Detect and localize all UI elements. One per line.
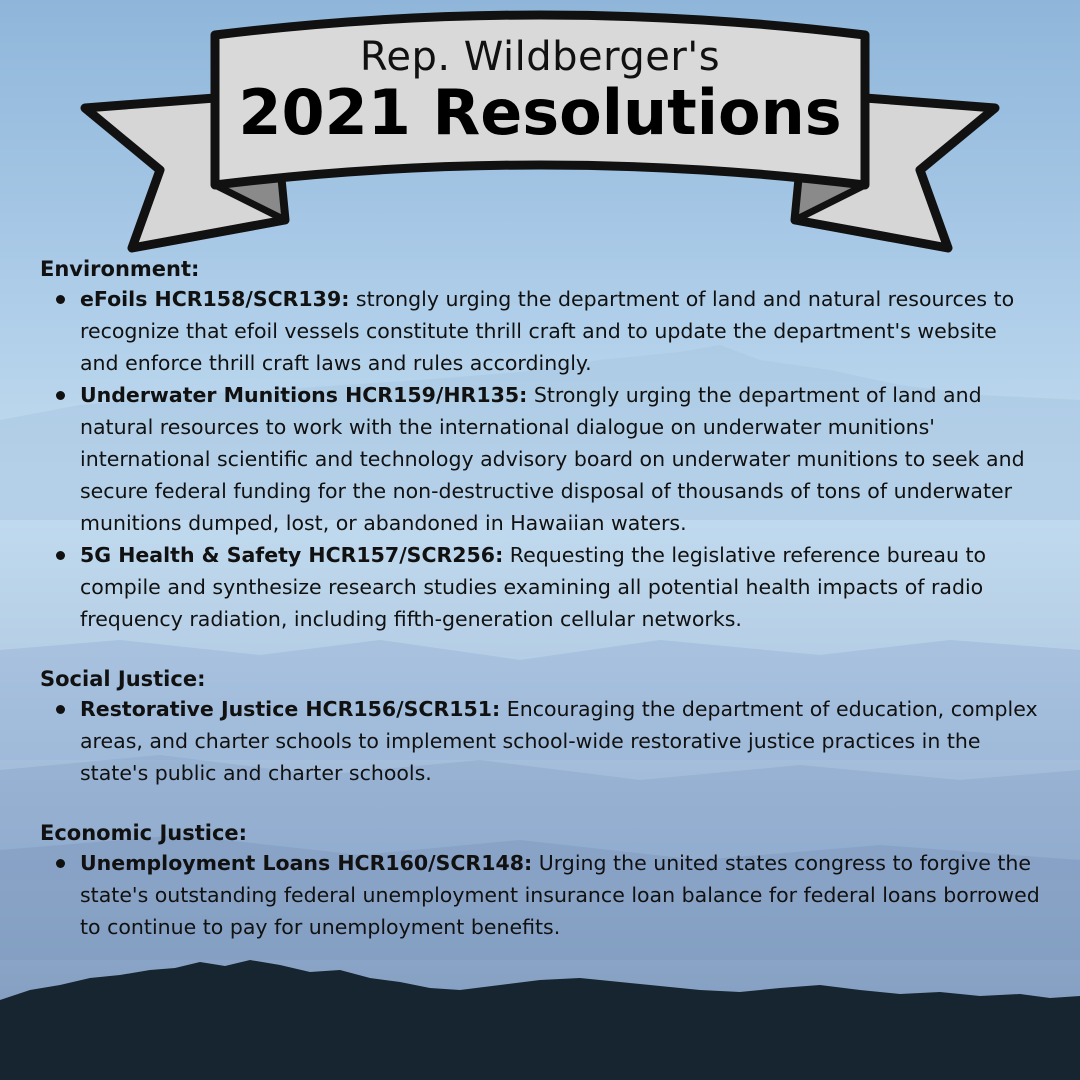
list-item xyxy=(80,283,1040,379)
resolution-name: 5G Health & Safety HCR157/SCR256: xyxy=(80,543,504,567)
resolution-description: Requesting the legislative reference bureau to compile and synthesize research studies examining all potential health impacts of radio frequency radiation, including fifth-generation cellular networks. xyxy=(80,543,987,631)
resolution-name: eFoils HCR158/SCR139: xyxy=(80,287,350,311)
resolution-description: Urging the united states congress to forgive the state's outstanding federal unemployment insurance loan balance for federal loans borrowed to continue to pay for unemployment benefits. xyxy=(80,851,1040,939)
resolution-description: Strongly urging the department of land and natural resources to work with the international dialogue on underwater munitions' international scientific and technology advisory board on underwater munitions to seek and secure federal funding for the non-destructive disposal of thousands of tons of underwater munitions dumped, lost, or abandoned in Hawaiian waters. xyxy=(80,383,1025,535)
list-item xyxy=(80,539,1040,635)
resolution-name: Restorative Justice HCR156/SCR151: xyxy=(80,697,501,721)
resolutions-content xyxy=(40,255,1040,973)
resolution-list xyxy=(40,693,1040,789)
bullet-icon xyxy=(56,391,65,400)
section-social-justice xyxy=(40,665,1040,789)
resolution-description: Encouraging the department of education, complex areas, and charter schools to implement school-wide restorative justice practices in the state's public and charter schools. xyxy=(80,697,1038,785)
forest-silhouette xyxy=(0,960,1080,1080)
list-item xyxy=(80,693,1040,789)
banner-subtitle: Rep. Wildberger's xyxy=(359,34,721,80)
banner-title: 2021 Resolutions xyxy=(238,76,842,149)
section-economic-justice xyxy=(40,819,1040,943)
bullet-icon xyxy=(56,859,65,868)
section-environment xyxy=(40,255,1040,635)
resolution-name: Underwater Munitions HCR159/HR135: xyxy=(80,383,528,407)
section-title: Environment: xyxy=(40,257,200,281)
resolution-list xyxy=(40,283,1040,635)
resolution-name: Unemployment Loans HCR160/SCR148: xyxy=(80,851,533,875)
list-item xyxy=(80,847,1040,943)
bullet-icon xyxy=(56,705,65,714)
resolution-description: strongly urging the department of land and natural resources to recognize that efoil vessels constitute thrill craft and to update the department's website and enforce thrill craft laws and rules accordingly. xyxy=(80,287,1015,375)
bullet-icon xyxy=(56,295,65,304)
section-title: Economic Justice: xyxy=(40,821,248,845)
section-title: Social Justice: xyxy=(40,667,206,691)
resolution-list xyxy=(40,847,1040,943)
bullet-icon xyxy=(56,551,65,560)
list-item xyxy=(80,379,1040,539)
